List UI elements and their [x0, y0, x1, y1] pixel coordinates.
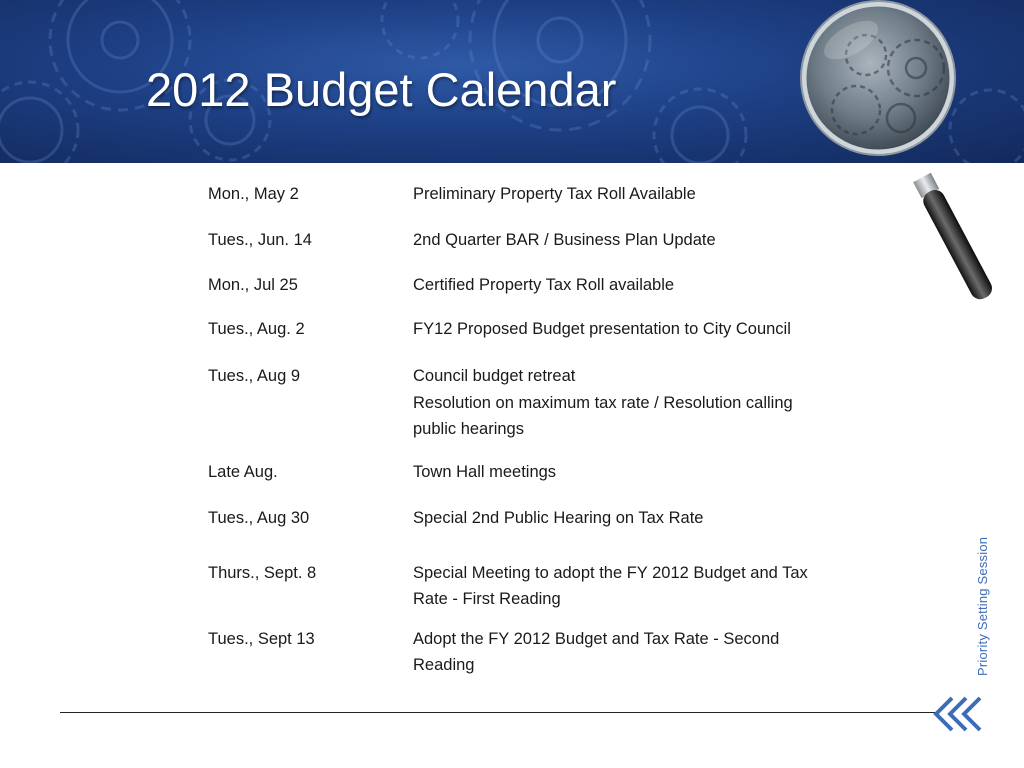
schedule-event: [413, 363, 853, 442]
schedule-event: [413, 227, 853, 253]
event-line: FY12 Proposed Budget presentation to City Council: [413, 320, 791, 338]
schedule-date: Tues., Aug 30: [208, 509, 310, 527]
schedule-date: Late Aug.: [208, 463, 278, 481]
event-line: Rate - First Reading: [413, 590, 561, 608]
schedule-event: [413, 505, 853, 531]
footer-divider: [60, 712, 940, 713]
event-line: Certified Property Tax Roll available: [413, 276, 675, 294]
event-line: Adopt the FY 2012 Budget and Tax Rate - Second: [413, 630, 780, 648]
schedule-event: [413, 316, 853, 342]
schedule-event: [413, 272, 853, 298]
event-line: Special Meeting to adopt the FY 2012 Budget and Tax: [413, 564, 808, 582]
schedule-date: Tues., Jun. 14: [208, 231, 312, 249]
event-line: Preliminary Property Tax Roll Available: [413, 185, 696, 203]
double-chevron-left-icon[interactable]: [930, 694, 986, 734]
event-line: Special 2nd Public Hearing on Tax Rate: [413, 509, 704, 527]
schedule-event: [413, 560, 853, 612]
schedule-event: [413, 459, 853, 485]
schedule-event: [413, 181, 853, 207]
event-line: 2nd Quarter BAR / Business Plan Update: [413, 231, 716, 249]
event-line: Resolution on maximum tax rate / Resolution calling: [413, 394, 793, 412]
schedule-date: Tues., Aug 9: [208, 367, 301, 385]
schedule-date: Thurs., Sept. 8: [208, 564, 317, 582]
event-line: public hearings: [413, 420, 524, 438]
schedule-date: Tues., Sept 13: [208, 630, 315, 648]
event-line: Town Hall meetings: [413, 463, 557, 481]
event-line: Reading: [413, 656, 475, 674]
schedule-date: Mon., Jul 25: [208, 276, 298, 294]
event-line: Council budget retreat: [413, 367, 576, 385]
schedule-date: Mon., May 2: [208, 185, 299, 203]
schedule-date: Tues., Aug. 2: [208, 320, 305, 338]
magnifying-glass-icon: [796, 0, 1006, 305]
side-label: Priority Setting Session: [975, 536, 990, 676]
schedule-event: [413, 626, 853, 678]
page-title: 2012 Budget Calendar: [146, 63, 617, 116]
